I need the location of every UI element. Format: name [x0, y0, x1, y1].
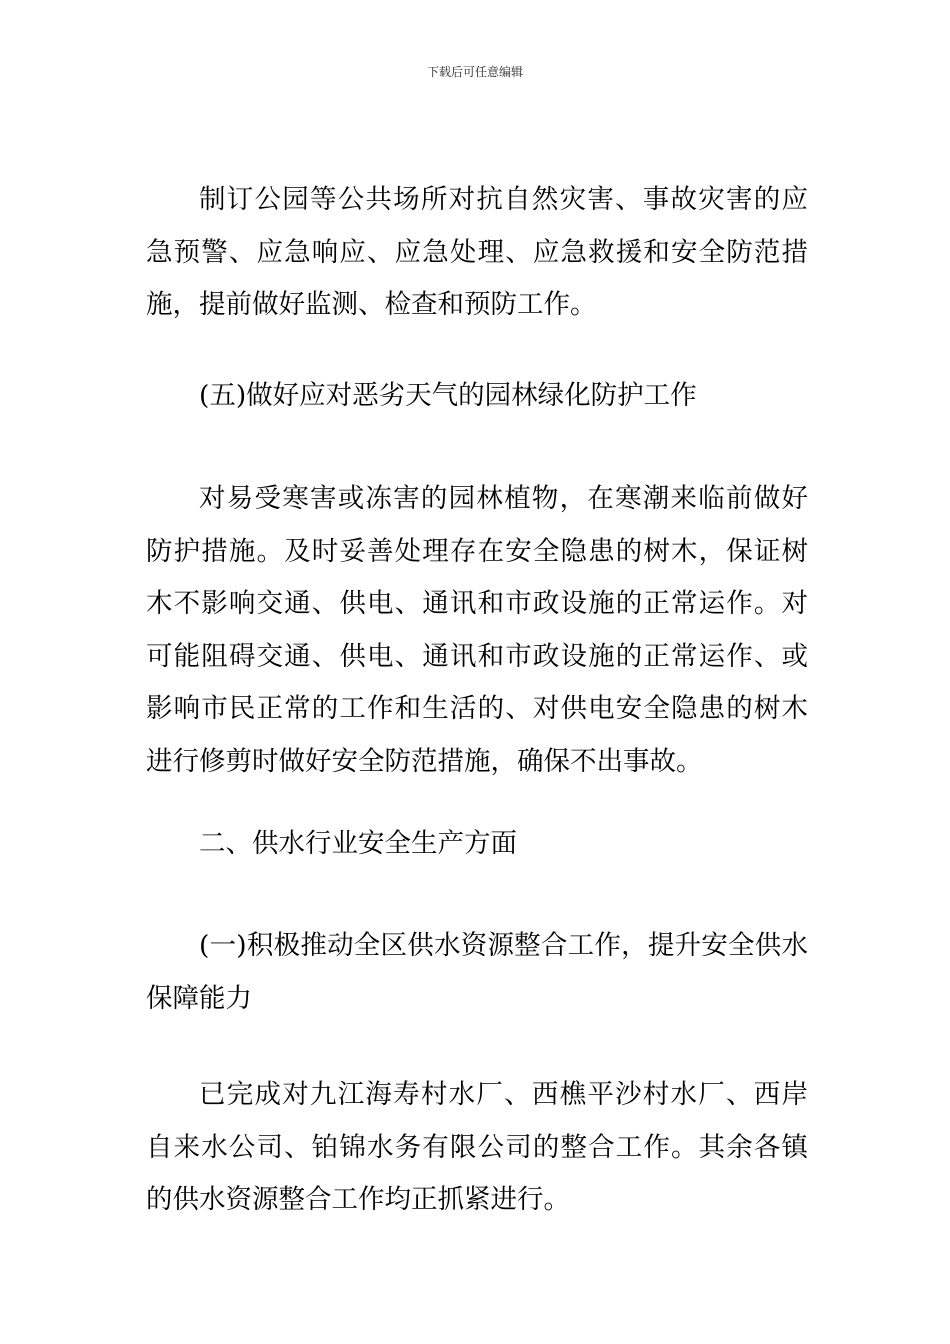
page-header: 下载后可任意编辑 [426, 65, 523, 79]
section-heading-water-supply-safety: 二、供水行业安全生产方面 [199, 828, 517, 859]
paragraph-plant-protection: 对易受寒害或冻害的园林植物，在寒潮来临前做好防护措施。及时妥善处理存在安全隐患的树木，保证树木不影响交通、供电、通讯和市政设施的正常运作。对可能阻碍交通、供电、通讯和市政设施的正常运作、或影响市民正常的工作和生活的、对供电安全隐患的树木进行修剪时做好安全防范措施，确保不出事故。 [146, 483, 808, 777]
section-heading-weather-protection: (五)做好应对恶劣天气的园林绿化防护工作 [199, 380, 697, 411]
section-heading-resource-integration: (一)积极推动全区供水资源整合工作，提升安全供水保障能力 [146, 930, 808, 1014]
paragraph-integration-progress: 已完成对九江海寿村水厂、西樵平沙村水厂、西岸自来水公司、铂锦水务有限公司的整合工作。其余各镇的供水资源整合工作均正抓紧进行。 [146, 1079, 808, 1215]
paragraph-emergency-measures: 制订公园等公共场所对抗自然灾害、事故灾害的应急预警、应急响应、应急处理、应急救援和安全防范措施，提前做好监测、检查和预防工作。 [146, 184, 808, 320]
